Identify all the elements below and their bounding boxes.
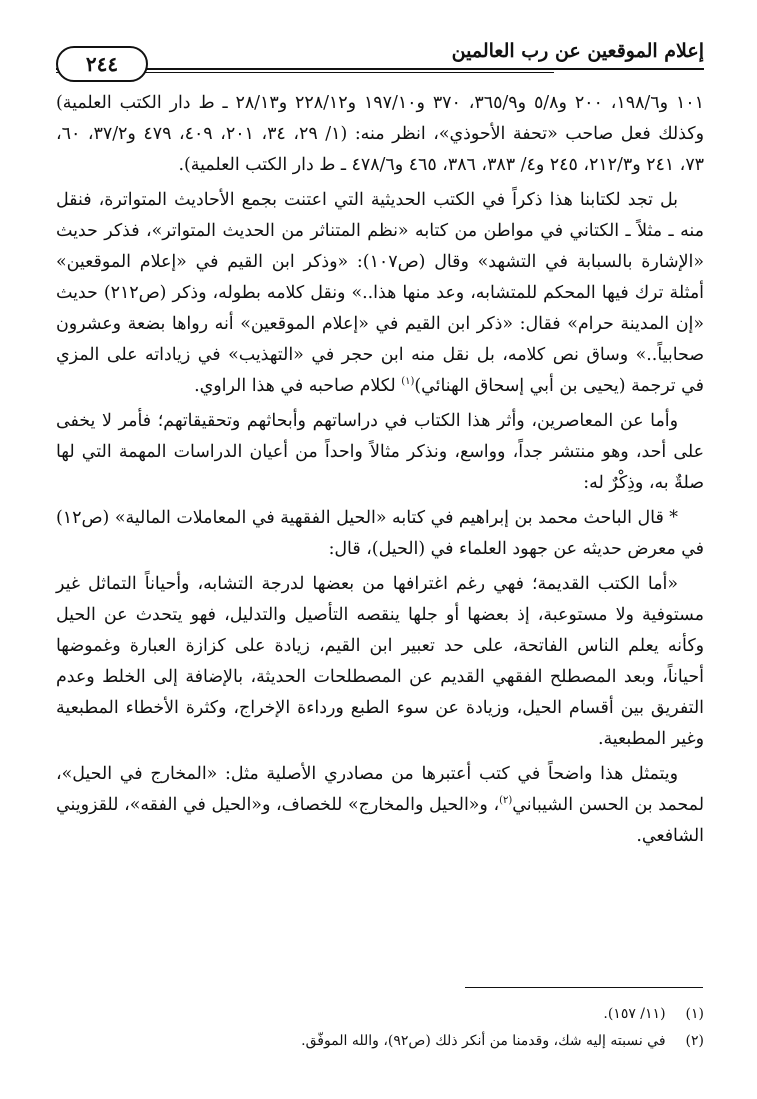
running-title: إعلام الموقعين عن رب العالمين [451,40,704,62]
footnote-1 [56,1001,704,1028]
paragraph-sources-tail: ، و«الحيل والمخارج» للخصاف، و«الحيل في الفقه»، للقزويني الشافعي. [56,795,704,846]
paragraph-hadith-books-text: بل تجد لكتابنا هذا ذكراً في الكتب الحديثية التي اعتنت بجمع الأحاديث المتواترة، فنقل منه ـ مثلاً ـ الكتاني في مواطن من كتابه «نظم المتناثر من الحديث المتواتر»، فذكر حديث «الإشارة بالسبابة في التشهد» وقال (ص١٠٧): «وذكر ابن القيم في «إعلام الموقعين» أمثلة ترك فيها المحكم للمتشابه، وعد منها هذا..» ونقل كلامه بطوله، وذكر (ص٢١٢) حديث «إن المدينة حرام» فقال: «ذكر ابن القيم في «إعلام الموقعين» أنه رواها بضعة وعشرون صحابياً..» وساق نص كلامه، بل نقل منه ابن حجر في «التهذيب» في زياداته على المزي في ترجمة (يحيى بن أبي إسحاق الهنائي) [56,190,704,396]
footnote-text: في نسبته إليه شك، وقدمنا من أنكر ذلك (ص٩٢)، والله الموفّق. [301,1033,666,1049]
footnote-ref-2[interactable]: (٢) [499,795,513,807]
paragraph-contemporaries: وأما عن المعاصرين، وأثر هذا الكتاب في دراساتهم وأبحاثهم وتحقيقاتهم؛ فأمر لا يخفى على أحد، وهو منتشر جداً، وواسع، ونذكر مثالاً واحداً من أعيان الدراسات المهمة التي لها صلةٌ به، وذِكْرٌ له: [56,411,704,493]
footnote-separator [465,987,703,988]
paragraph-researcher-quote-intro: * قال الباحث محمد بن إبراهيم في كتابه «الحيل الفقهية في المعاملات المالية» (ص١٢) في معرض حديثه عن جهود العلماء في (الحيل)، قال: [56,508,704,559]
paragraph-sources-text: ويتمثل هذا واضحاً في كتب أعتبرها من مصادري الأصلية مثل: «المخارج في الحيل»، لمحمد بن الحسن الشيباني [56,764,704,815]
page-number: ٢٤٤ [85,52,119,76]
footnote-2 [56,1028,704,1055]
footnotes [56,1001,704,1055]
footnote-ref-1[interactable]: (١) [401,376,415,388]
footnote-mark: (٢) [685,1033,704,1049]
paragraph-sources [56,759,704,852]
footnote-mark: (١) [685,1006,704,1022]
page-header [56,38,704,78]
paragraph-quote-old-books: «أما الكتب القديمة؛ فهي رغم اغترافها من بعضها لدرجة التشابه، وأحياناً التماثل غير مستوفية ولا مستوعبة، إذ بعضها أو جلها ينقصه التأصيل والتدليل، فهو يتحدث عن الحيل وكأنه يعلم الناس الفاتحة، على حد تعبير ابن القيم، زيادة على كزازة العبارة وغموضها أحياناً، وبعد المصطلح الفقهي القديم عن المصطلحات الحديثة، بالإضافة إلى الخلط وعدم التفريق بين أقسام الحيل، وزيادة عن سوء الطبع ورداءة الإخراج، وكثرة الأخطاء المطبعية وغير المطبعية. [56,574,704,749]
page-number-frame [56,46,148,82]
header-rule [56,68,704,70]
paragraph-hadith-books-tail: لكلام صاحبه في هذا الراوي. [194,376,402,396]
paragraph-citations: ١٠١ و١٩٨/٦، ٢٠٠ و٥/٨ و٣٦٥/٩، ٣٧٠ و١٩٧/١٠ و٢٢٨/١٢ و٢٨/١٣ ـ ط دار الكتب العلمية) وكذلك فعل صاحب «تحفة الأحوذي»، انظر منه: (١/ ٢٩، ٣٤، ٢٠١، ٤٠٩، ٤٧٩ و٣٧/٢، ٦٠، ٧٣، ٢٤١ و٢١٢/٣، ٢٤٥ و٤/ ٣٨٣، ٣٨٦، ٤٦٥ و٤٧٨/٦ ـ ط دار الكتب العلمية). [56,93,704,175]
page-body [56,88,704,852]
footnote-text: (١١/ ١٥٧). [603,1006,666,1022]
paragraph-hadith-books [56,185,704,402]
